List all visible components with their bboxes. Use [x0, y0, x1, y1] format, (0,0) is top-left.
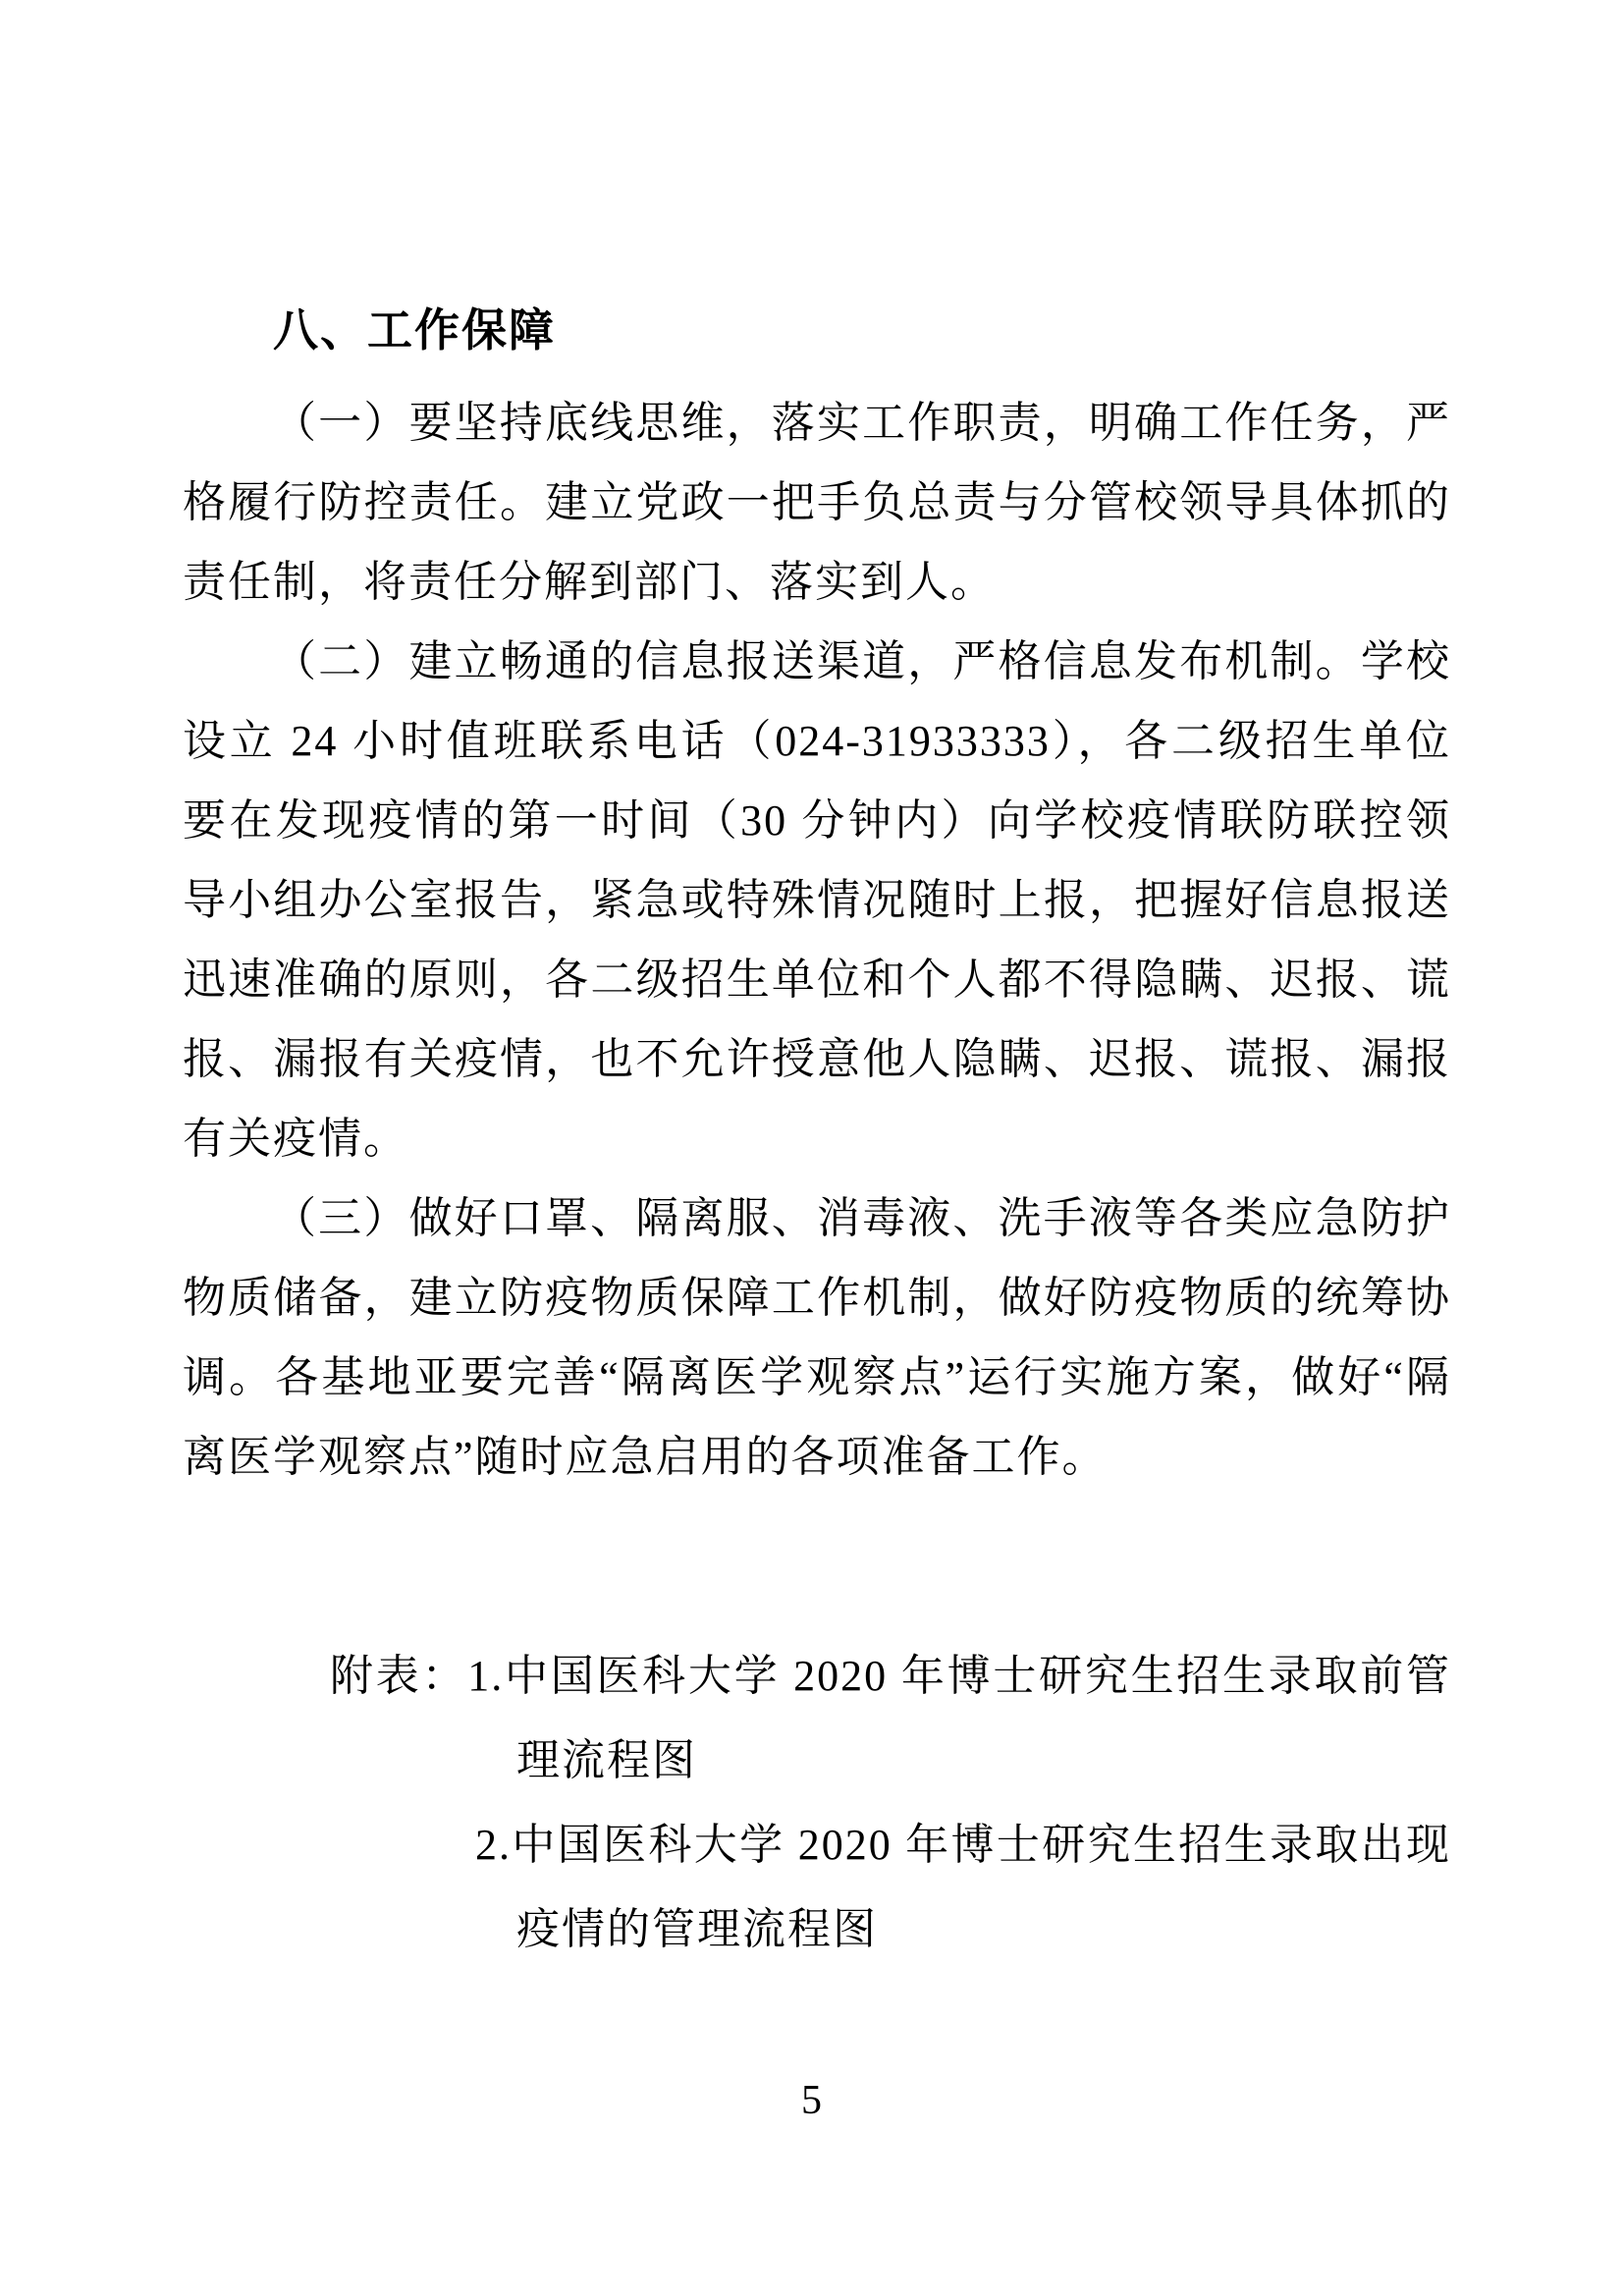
appendix-item-2	[330, 1803, 1451, 1972]
paragraph-3: （三）做好口罩、隔离服、消毒液、洗手液等各类应急防护物质储备，建立防疫物质保障工作机制，做好防疫物质的统筹协调。各基地亚要完善“隔离医学观察点”运行实施方案，做好“隔离医学观察点”随时应急启用的各项准备工作。	[183, 1194, 1451, 1481]
paragraph-1: （一）要坚持底线思维，落实工作职责，明确工作任务，严格履行防控责任。建立党政一把手负总责与分管校领导具体抓的责任制，将责任分解到部门、落实到人。	[183, 399, 1451, 606]
page-number: 5	[801, 2078, 822, 2123]
appendix-item-1-text: 1.中国医科大学 2020 年博士研究生招生录取前管理流程图	[467, 1652, 1451, 1784]
paragraph-2: （二）建立畅通的信息报送渠道，严格信息发布机制。学校设立 24 小时值班联系电话（024-31933333），各二级招生单位要在发现疫情的第一时间（30 分钟内）向学校疫情联防联控领导小组办公室报告，紧急或特殊情况随时上报，把握好信息报送迅速准确的原则，各二级招生单位和个人都不得隐瞒、迟报、谎报、漏报有关疫情，也不允许授意他人隐瞒、迟报、谎报、漏报有关疫情。	[183, 637, 1451, 1163]
document-body	[183, 291, 1451, 1972]
appendix-label: 附表：	[330, 1652, 468, 1700]
appendix-item-2-text: 2.中国医科大学 2020 年博士研究生招生录取出现疫情的管理流程图	[475, 1821, 1451, 1953]
section-heading: 八、工作保障	[273, 304, 556, 355]
appendix-list	[183, 1634, 1451, 1972]
appendix-item-1	[330, 1634, 1451, 1803]
